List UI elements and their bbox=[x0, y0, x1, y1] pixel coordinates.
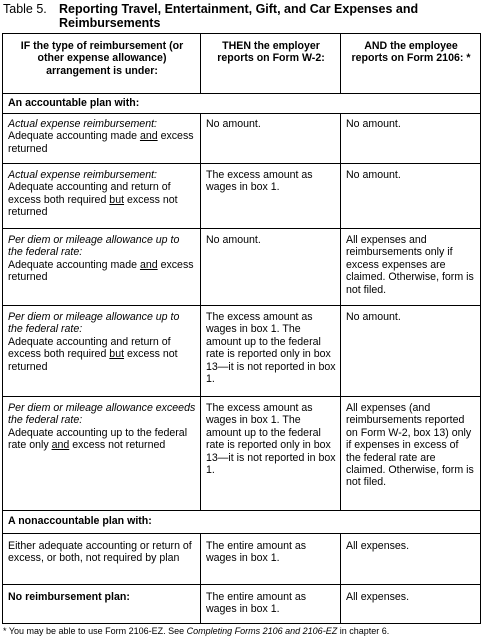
table-heading: Reporting Travel, Entertainment, Gift, and Car Expenses and Reimbursements bbox=[59, 2, 419, 30]
w2-cell: The entire amount as wages in box 1. bbox=[206, 540, 307, 565]
column-divider bbox=[340, 33, 341, 93]
arrangement-cell: Per diem or mileage allowance up to the federal rate: Adequate accounting made and excess returned bbox=[4, 234, 200, 284]
column-divider bbox=[340, 533, 341, 624]
w2-cell: The excess amount as wages in box 1. bbox=[206, 169, 313, 194]
section-heading: A nonaccountable plan with: bbox=[8, 515, 152, 527]
arrangement-type: Actual expense reimbursement: bbox=[8, 118, 157, 130]
column-header: IF the type of reimbursement (or other expense allowance) arrangement is under: bbox=[20, 40, 184, 77]
arrangement-cell: Actual expense reimbursement: Adequate accounting and return of excess both required but excess not returned bbox=[4, 169, 200, 219]
column-divider bbox=[200, 113, 201, 510]
arrangement-type: Per diem or mileage allowance up to the federal rate: bbox=[8, 311, 180, 336]
arrangement-type: Per diem or mileage allowance exceeds the federal rate: bbox=[8, 402, 196, 427]
footnote: * You may be able to use Form 2106-EZ. See Completing Forms 2106 and 2106-EZ in chapter 6. bbox=[3, 626, 390, 636]
form2106-cell: No amount. bbox=[346, 169, 401, 181]
column-header: THEN the employer reports on Form W-2: bbox=[217, 40, 325, 65]
arrangement-cell: Actual expense reimbursement: Adequate accounting made and excess returned bbox=[4, 118, 200, 155]
section-heading: An accountable plan with: bbox=[8, 97, 140, 109]
column-divider bbox=[200, 533, 201, 624]
row-divider bbox=[2, 228, 481, 229]
column-divider bbox=[340, 113, 341, 510]
row-divider bbox=[2, 305, 481, 306]
column-divider bbox=[200, 33, 201, 93]
w2-cell: The entire amount as wages in box 1. bbox=[206, 591, 307, 616]
table-number: Table 5. bbox=[3, 2, 47, 16]
footnote-reference: Completing Forms 2106 and 2106-EZ bbox=[186, 626, 338, 636]
form2106-cell: All expenses (and reimbursements reported on Form W-2, box 13) only if expenses in excess of the federal rate are claimed. Otherwise, form is not filed. bbox=[346, 402, 474, 489]
section-divider bbox=[2, 113, 481, 114]
arrangement-cell: Per diem or mileage allowance up to the federal rate: Adequate accounting and return of excess both required but excess not returned bbox=[4, 311, 200, 373]
form2106-cell: No amount. bbox=[346, 118, 401, 130]
row-divider bbox=[2, 533, 481, 534]
form2106-cell: No amount. bbox=[346, 311, 401, 323]
row-divider bbox=[2, 396, 481, 397]
form2106-cell: All expenses and reimbursements only if excess expenses are claimed. Otherwise, form is not filed. bbox=[346, 234, 474, 296]
arrangement-cell: Per diem or mileage allowance exceeds the federal rate: Adequate accounting up to the federal rate only and excess not returned bbox=[8, 402, 196, 452]
form2106-cell: All expenses. bbox=[346, 591, 410, 603]
form2106-cell: All expenses. bbox=[346, 540, 410, 552]
row-divider bbox=[2, 584, 481, 585]
header-divider bbox=[2, 93, 481, 94]
w2-cell: The excess amount as wages in box 1. The amount up to the federal rate is reported only in box 13—it is not reported in box 1. bbox=[206, 311, 336, 386]
row-divider bbox=[2, 163, 481, 164]
column-header: AND the employee reports on Form 2106: * bbox=[351, 40, 471, 65]
section-divider bbox=[2, 510, 481, 511]
arrangement-type: Actual expense reimbursement: bbox=[8, 169, 157, 181]
no-plan-label: No reimbursement plan: bbox=[8, 591, 130, 603]
arrangement-type: Per diem or mileage allowance up to the federal rate: bbox=[8, 234, 180, 259]
w2-cell: The excess amount as wages in box 1. The amount up to the federal rate is reported only in box 13—it is not reported in box 1. bbox=[206, 402, 336, 477]
arrangement-cell: Either adequate accounting or return of excess, or both, not required by plan bbox=[8, 540, 192, 565]
w2-cell: No amount. bbox=[206, 118, 261, 130]
w2-cell: No amount. bbox=[206, 234, 261, 246]
